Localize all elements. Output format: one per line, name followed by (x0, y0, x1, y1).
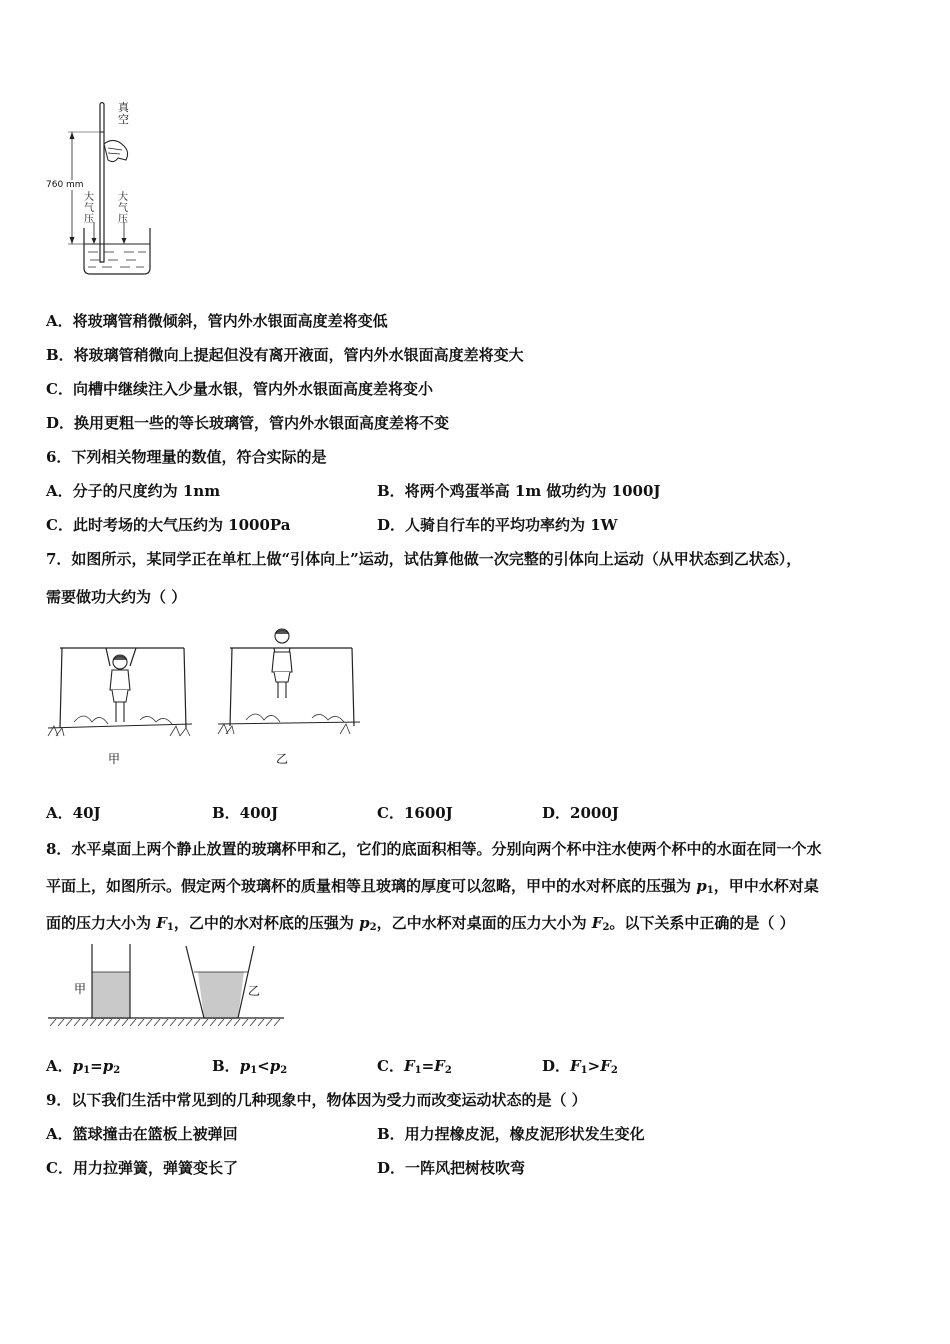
option-letter: A． (46, 1057, 73, 1075)
q7-option-a: A．40J (46, 804, 101, 822)
cup-label-jia: 甲 (74, 982, 87, 996)
q8-option-b (212, 1056, 287, 1081)
relation: > (587, 1057, 601, 1075)
vacuum-label: 真空 (118, 101, 129, 126)
var-p: p (696, 877, 707, 895)
relation: = (421, 1057, 435, 1075)
var-F: F (591, 914, 603, 932)
option-letter: D． (542, 1057, 571, 1075)
var-F: F (156, 914, 167, 932)
sub-1: 1 (250, 1065, 258, 1076)
q8-stem-line2 (46, 876, 819, 901)
q7-option-c: C．1600J (377, 804, 453, 822)
var-F: F (403, 1057, 415, 1075)
q8-text-seg: 。以下关系中正确的是（ ） (609, 914, 795, 932)
var-F: F (434, 1057, 445, 1075)
q8-stem-line3 (46, 913, 795, 938)
var-p: p (269, 1057, 281, 1075)
q5-option-d: D．换用更粗一些的等长玻璃管，管内外水银面高度差将不变 (46, 414, 450, 432)
var-p: p (102, 1057, 114, 1075)
q6-option-c: C．此时考场的大气压约为 1000Pa (46, 516, 291, 534)
sub-2: 2 (369, 922, 377, 933)
cup-label-yi: 乙 (248, 984, 261, 998)
var-p: p (72, 1057, 84, 1075)
q6-option-b: B．将两个鸡蛋举高 1m 做功约为 1000J (377, 482, 661, 500)
q8-option-c (377, 1056, 452, 1081)
atm-pressure-label-left: 大气压 (84, 192, 94, 225)
relation: = (90, 1057, 103, 1075)
var-p: p (359, 914, 370, 932)
sub-2: 2 (610, 1065, 618, 1076)
q8-text-seg: 平面上，如图所示。假定两个玻璃杯的质量相等且玻璃的厚度可以忽略，甲中的水对杯底的压强为 (46, 877, 697, 895)
cups-figure (44, 942, 290, 1032)
q8-option-d (542, 1056, 618, 1081)
var-p: p (239, 1057, 251, 1075)
q8-stem-line1: 8．水平桌面上两个静止放置的玻璃杯甲和乙，它们的底面积相等。分别向两个杯中注水使两个杯中的水面在同一个水 (46, 840, 822, 858)
sub-2: 2 (602, 922, 610, 933)
q8-text-seg: 面的压力大小为 (46, 914, 157, 932)
q7-option-d: D．2000J (542, 804, 619, 822)
relation: < (257, 1057, 270, 1075)
var-F: F (570, 1057, 581, 1075)
var-F: F (600, 1057, 611, 1075)
sub-1: 1 (580, 1065, 588, 1076)
q8-option-a (46, 1056, 120, 1081)
q5-option-c: C．向槽中继续注入少量水银，管内外水银面高度差将变小 (46, 380, 433, 398)
torricelli-barometer-figure (44, 100, 164, 280)
sub-1: 1 (83, 1065, 91, 1076)
q8-text-seg: ，甲中水杯对桌 (713, 877, 819, 895)
sub-2: 2 (113, 1065, 121, 1076)
sub-2: 2 (444, 1065, 452, 1076)
pull-up-figure-b (212, 622, 362, 766)
atm-pressure-label-right: 大气压 (118, 192, 128, 225)
q7-stem-line1: 7．如图所示，某同学正在单杠上做“引体向上”运动，试估算他做一次完整的引体向上运动（从甲状态到乙状态）， (46, 550, 802, 568)
q6-option-a: A．分子的尺度约为 1nm (46, 482, 221, 500)
q6-stem: 6．下列相关物理量的数值，符合实际的是 (46, 448, 327, 466)
q9-stem: 9．以下我们生活中常见到的几种现象中，物体因为受力而改变运动状态的是（ ） (46, 1091, 587, 1109)
sub-2: 2 (280, 1065, 288, 1076)
q5-option-b: B．将玻璃管稍微向上提起但没有离开液面，管内外水银面高度差将变大 (46, 346, 524, 364)
q6-option-d: D．人骑自行车的平均功率约为 1W (377, 516, 618, 534)
q8-text-seg: ，乙中的水对杯底的压强为 (173, 914, 360, 932)
q9-option-a: A．篮球撞击在篮板上被弹回 (46, 1125, 238, 1143)
q7-stem-line2: 需要做功大约为（ ） (46, 588, 187, 606)
option-letter: B． (212, 1057, 240, 1075)
pull-up-label-jia: 甲 (108, 752, 121, 766)
q5-option-a: A．将玻璃管稍微倾斜，管内外水银面高度差将变低 (46, 312, 388, 330)
pull-up-label-yi: 乙 (276, 752, 289, 766)
option-letter: C． (377, 1057, 404, 1075)
q8-text-seg: ，乙中水杯对桌面的压力大小为 (376, 914, 592, 932)
sub-1: 1 (414, 1065, 422, 1076)
sub-1: 1 (166, 922, 174, 933)
q7-option-b: B．400J (212, 804, 279, 822)
height-760mm-label: 760 mm (46, 180, 84, 190)
q9-option-c: C．用力拉弹簧，弹簧变长了 (46, 1159, 238, 1177)
q9-option-b: B．用力捏橡皮泥，橡皮泥形状发生变化 (377, 1125, 645, 1143)
sub-1: 1 (706, 885, 714, 896)
q9-option-d: D．一阵风把树枝吹弯 (377, 1159, 526, 1177)
pull-up-figure-a (44, 632, 194, 766)
